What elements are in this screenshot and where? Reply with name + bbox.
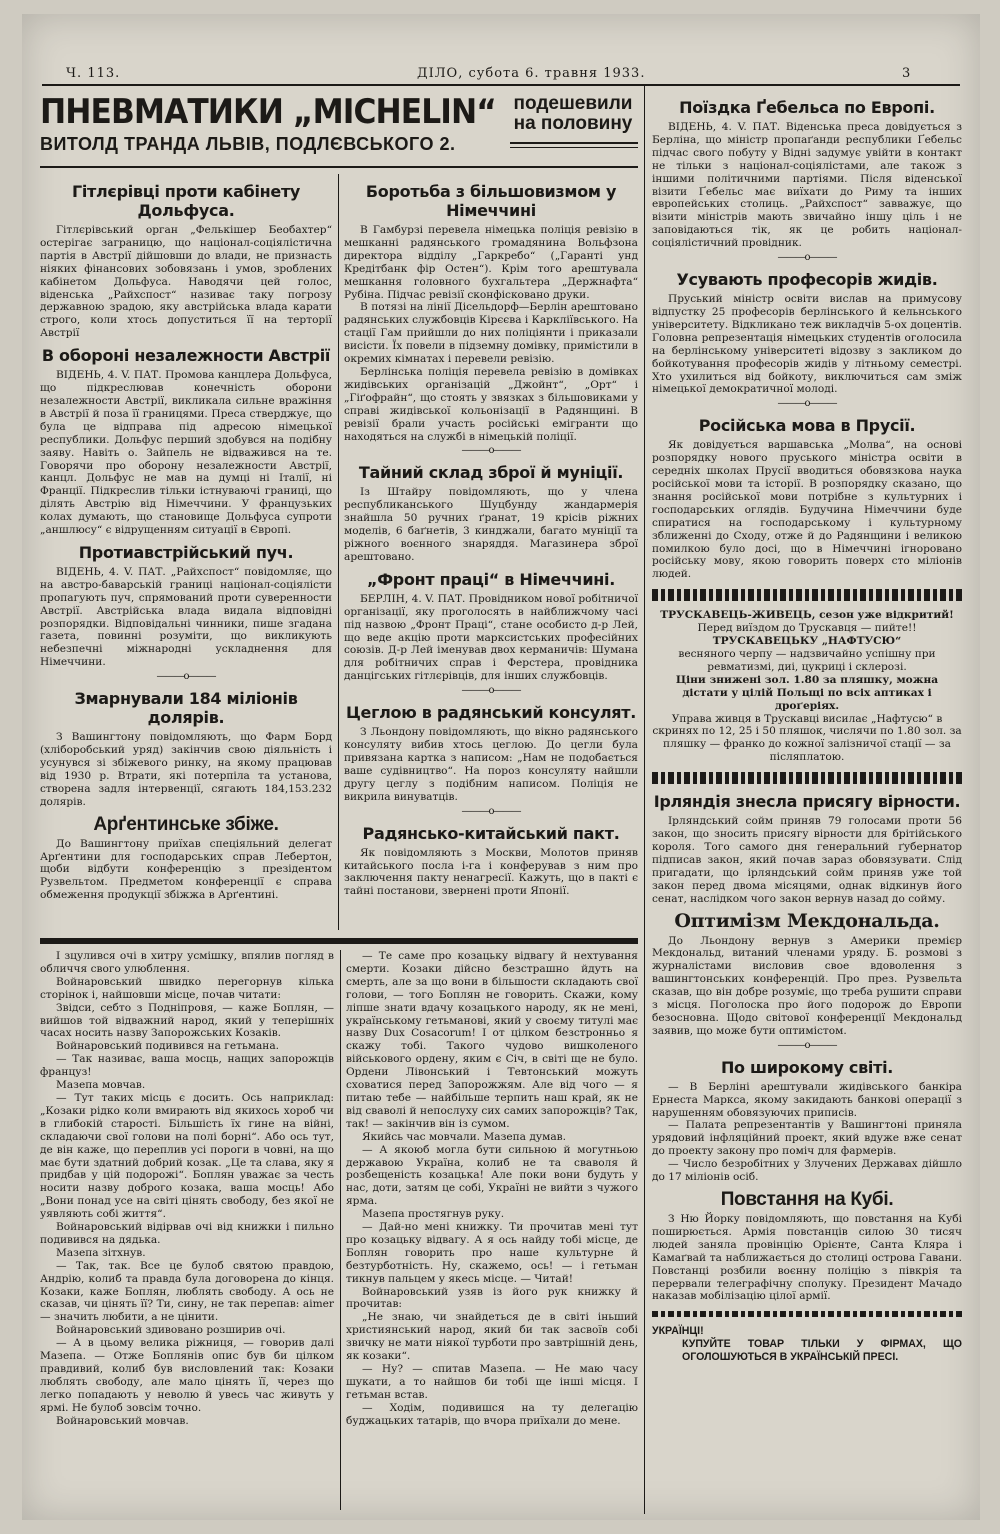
ukrainians-ad-text: КУПУЙТЕ ТОВАР ТІЛЬКИ У ФІРМАХ, ЩО ОГОЛОШУЮТЬСЯ В УКРАЇНСЬКІЙ ПРЕСІ.	[682, 1338, 962, 1364]
article-title: Протиавстрійський пуч.	[78, 542, 294, 562]
article-title: В обороні незалежности Австрії	[41, 346, 331, 366]
article-text: Із Штайру повідомляють, що у члена республиканського Шуцбунду жандармерія знайшла 50 ручних ґранат, 19 крісів ріжних моделів, 6 баґнетів, 3 кинджали, багато муніції та ріжного воєнного знаряддя. Магазинера зброї арештовано.	[344, 486, 638, 563]
michelin-ad	[40, 92, 640, 158]
ornament-border	[652, 1311, 962, 1317]
story-paragraph: І зцулився очі в хитру усмішку, впялив погляд в обличчя свого улюблення.	[40, 950, 334, 975]
article-title: Ірляндія знесла присягу вірности.	[653, 792, 961, 812]
newspaper-page	[22, 14, 980, 1520]
story-top-rule	[40, 938, 638, 944]
article-text: Як довідується варшавська „Молва“, на основі розпорядку нового пруського міністра освіти в середніх школах Прусії вводиться обовязкова наука російської мови та історії. В розпорядку сказано, що знання російської мови потрібне з культурних і господарських оглядів. Будучина Німеччини буде спиратися на господарському і культурному зближенні до Сходу, отже й до Радянщини і великою помилкою було досі, що в Німеччині ігноровано російську мову, якою говорить поверх сто міліонів людей.	[652, 439, 962, 581]
story-column-divider	[340, 950, 341, 1510]
article-text: В потязі на лінії Дісельдорф—Берлін арештовано радянських службовців Кірєєва і Каркліївського. На стації Гам прийшли до них поліціянти і приказали висісти. Їх повели в підземну домівку, примістили в окремих кімнатах і перевели ревізію.	[344, 301, 638, 366]
michelin-ad-headline: ПНЕВМАТИКИ „MICHELIN“	[40, 92, 496, 132]
article-text: ВІДЕНЬ, 4. V. ПАТ. „Райхспост“ повідомляє, що на австро-баварській границі націонал-соціялісти пропагують пуч, спрямований проти суверенности Австрії. Австрійська влада видала відповідні розпорядки. Відповідальні чинники, пише згадана газета, повинні розуміти, що викликують небезпечні міжнародні ускладнення для Німеччини.	[40, 565, 332, 669]
article-text: — Число безробітних у Злучених Державах дійшло до 17 міліонів осіб.	[652, 1158, 962, 1184]
michelin-ad-rule-2	[510, 147, 638, 148]
article-title: Усувають професорів жидів.	[676, 270, 938, 290]
michelin-ad-address: ВИТОЛД ТРАНДА ЛЬВІВ, ПОДЛЄВСЬКОГО 2.	[40, 134, 456, 154]
story-paragraph: Войнаровський узяв із його рук книжку й прочитав:	[346, 1285, 638, 1311]
article-separator: ———o———	[777, 1039, 837, 1051]
ad-line: Управа живця в Трускавці висилає „Нафтусю“ в скринях по 12, 25 і 50 пляшок, числячи по 1.80 зол. за пляшку — франко до кожної залізничої стації — за післяплатою.	[652, 712, 962, 764]
page-number: 3	[902, 66, 912, 81]
newspaper-title: ДІЛО, субота 6. травня 1933.	[417, 66, 646, 81]
article-text: Як повідомляють з Москви, Молотов приняв китайського посла і-га і конферував з ним про заключення пакту ненагресії. Кажуть, що в пакті є тайні постанови, звернені проти Японії.	[344, 846, 638, 898]
article-text: В Гамбурзі перевела німецька поліція ревізію в мешканні радянського громадянина Вольфзона директора відділу „Гаркребо“ („Гаранті унд Кредітбанк фір Остен“). Крім того арештувала мешкання головного бухгальтера „Держнафта“ Рубіна. Підчас ревізії сконфісковано друки.	[344, 224, 638, 301]
article-title: Радянсько-китайський пакт.	[362, 823, 620, 843]
story-paragraph: — А в цьому велика ріжниця, — говорив далі Мазепа. — Отже Боплянів опис був би цілком правдивий, колиб був висловлений так: Козаки люблять свободу, але мало цінять її, через що легко попадають у неволю й увесь час живуть у ярмі. Не булоб зовсім точно.	[40, 1337, 334, 1414]
story-column-left	[40, 950, 334, 1510]
article-title: По широкому світі.	[720, 1057, 894, 1077]
article-text: До Льондону вернув з Америки премієр Мекдональд, витаний членами уряду. Б. розмові з журналістами висловив свое вдоволення з вашингтонських конференцій. Про през. Рузвельта сказав, що він добре розуміє, що треба рушити справи з місця. Поголоска про його подорож до Европи безосновна. Щодо світової конференції Мекдональд заявив, що може бути оптимістом.	[652, 934, 962, 1037]
article-title: Цеглою в радянський консулят.	[345, 703, 636, 723]
article-title: Арґентинське збіже.	[93, 813, 279, 835]
column-3	[652, 92, 962, 1512]
story-paragraph: — Ходім, подивишся на ту делегацію буджацьких татарів, що вчора приїхали до мене.	[346, 1401, 638, 1427]
article-text: БЕРЛІН, 4. V. ПАТ. Провідником нової робітничої організації, яку проголосять в найближчому часі під назвою „Фронт Праці“, стане особисто д-р Лей, що веде акцію проти марксистських професійних союзів. Д-р Лей іменував двох керманичів: Шумана для робітничих справ і Ферстера, провідника данцігських гітлєрівців, для інших службовців.	[344, 592, 638, 683]
story-paragraph: Войнаровський мовчав.	[56, 1414, 189, 1427]
truskavets-ad	[652, 609, 962, 764]
story-paragraph: Войнаровський відірвав очі від книжки і пильно подивився на дядька.	[40, 1221, 334, 1246]
article-separator: ———o———	[461, 445, 521, 457]
story-paragraph: — Так називає, ваша мосць, нащих запорожців француз!	[40, 1053, 334, 1079]
ornament-border	[652, 772, 962, 784]
story-paragraph: Войнаровський подивився на гетьмана.	[56, 1040, 280, 1053]
issue-number: Ч. 113.	[66, 66, 121, 81]
story-paragraph: Мазепа простягнув руку.	[362, 1208, 505, 1221]
story-column-right	[346, 950, 638, 1510]
article-separator: ———o———	[777, 398, 837, 410]
story-paragraph: — Ну? — спитав Мазепа. — Не маю часу шукати, а то найшов би тобі ще інші місця. І гетьман встав.	[346, 1363, 638, 1401]
article-separator: ———o———	[461, 805, 521, 817]
story-paragraph: Звідси, себто з Подніпровя, — каже Боплян, — вийшов той відважний народ, який у теперішніх часах носить назву Запорожських Козаків.	[40, 1001, 334, 1040]
article-text: З Льондону повідомляють, що вікно радянського консуляту вибив хтось цеглою. До цегли була привязана картка з написом: „Нам не подобається ваше судівництво“. На пороз консуляту найшли другу цеглу з подібним написом. Поліція не викрила винуватців.	[344, 726, 638, 803]
article-text: З Ню Йорку повідомляють, що повстання на Кубі поширюється. Армія повстанців силою 30 тисяч людей заняла провінцію Орієнте, Санта Кляра і Камаґвай та наближається до столиці острова Гавани. Повстанці розбили воєнну поліцію з півкрія та перервали телеграфічну сполуку. Президент Мачадо наказав мобілізацію цілої армії.	[652, 1213, 962, 1303]
ad-line: ТРУСКАВЕЦЬКУ „НАФТУСЮ“	[712, 635, 902, 648]
article-text: — Палата репрезентантів у Вашингтоні приняла урядовий інфляційний проект, який вдуже вже сенат до проекту закону про поміч для фармерів.	[652, 1119, 962, 1158]
article-text: До Вашингтону приїхав спеціяльний делегат Арґентини для господарських справ Лебертон, щоби відбути конференцію з презідентом Рузвельтом. Предметом конференції є справа обмеження продукції збіжжа в Арґентині.	[40, 837, 332, 902]
michelin-ad-rule	[510, 142, 638, 144]
story-paragraph: — А якоюб могла бути сильною й могутньою державою Україна, колиб не та сваволя й розбещеність козацька! Але поки вони будуть у нас, доти, затям це собі, Україні не вийти з чужого ярма.	[346, 1143, 638, 1208]
article-title: Гітлєрівці проти кабінету Дольфуса.	[71, 182, 301, 220]
article-text: Берлінська поліція перевела ревізію в домівках жидівських організацій „Джойнт“, „Орт“ і „Гіґофрайн“, що стоять у звязках з більшовиками у справі жидівської кольонізації в Радянщині. В ревізії брали участь російські емігранти що находяться на службі в німецькій поліції.	[344, 365, 638, 443]
story-paragraph: Мазепа мовчав.	[56, 1079, 146, 1092]
ad-line: весняного черпу — надзвичайно успішну при ревматизмі, диі, цукриці і склерозі.	[678, 648, 936, 673]
header-rule	[42, 84, 960, 86]
article-title: Оптимізм Мекдональда.	[674, 909, 940, 932]
story-paragraph: Войнаровський швидко перегорнув кілька сторінок і, найшовши місце, почав читати:	[40, 975, 334, 1001]
article-title: Поїздка Ґебельса по Европі.	[679, 98, 935, 117]
article-title: Тайний склад зброї й муніції.	[358, 463, 624, 483]
ad-bottom-rule	[40, 166, 638, 168]
article-title: Російська мова в Прусії.	[698, 416, 916, 436]
column-1	[40, 176, 332, 928]
column-2	[344, 176, 638, 928]
article-text: — В Берліні арештували жидівського банкіра Ернеста Маркса, якому закидають банкові операції з нарушенням обовязуючих приписів.	[652, 1080, 962, 1119]
column-divider-1	[338, 174, 339, 930]
article-title: Змарнували 184 міліонів долярів.	[74, 689, 298, 728]
article-separator: ———o———	[156, 671, 216, 683]
article-text: Гітлєрівський орган „Фелькішер Беобахтер“ остерігає заграницю, що націонал-соціялістична партія в Австрії дійшовши до влади, не признасть ніяких фінансових зобовязань і умов, зроблених кабінетом Дольфуса. Наводячи цей голос, віденська „Райхспост“ називає таку погрозу державною зрадою, яку австрійська влада карати строго, коли хтось допуститься її на терторії Австрії	[40, 224, 332, 340]
ad-line: ТРУСКАВЕЦЬ-ЖИВЕЦЬ, сезон уже відкритий!	[660, 609, 954, 622]
story-paragraph: Войнаровський здивовано розширив очі.	[56, 1324, 286, 1337]
article-title: „Фронт праці“ в Німеччині.	[367, 569, 615, 589]
story-paragraph: — Дай-но мені книжку. Ти прочитав мені тут про козацьку відвагу. А я ось найду тобі місце, де Боплян говорить про наше культурне й безтурботність. Ну, скажемо, ось! — і гетьман тикнув пальцем у якесь місце. — Читай!	[346, 1221, 638, 1285]
ad-line: Ціни знижені зол. 1.80 за пляшку, можна дістати у цілій Польщі по всіх аптиках і дроґеріях.	[675, 673, 939, 712]
ukrainians-ad-title: УКРАЇНЦІ!	[652, 1325, 704, 1338]
story-paragraph: „Не знаю, чи знайдеться де в світі іньший християнський народ, який би так засвоїв собі звичку не мати ніякої турботи про завтрішній день, як козаки“.	[346, 1311, 638, 1363]
article-text: ВІДЕНЬ, 4. V. ПАТ. Промова канцлера Дольфуса, що підкреслював конечність оборони незалежности Австрії, викликала сильне вражіння в Австрії й поза її границями. Преса стверджує, що була це відправа під адресою німецької республики. Дольфус перший здобувся на подібну заяву. Навіть о. Зайпель не відважився на те. Говорячи про оборону незалежности Австрії, канцл. Дольфус не мав на думці ні Італії, ні Франції. Підкреслив тільки істнуваючі границі, що ділять Австрію від Німеччини. У французьких колах думають, що становище Дольфуса супроти „аншлюсу“ є відрущенням ситуації в Європі.	[40, 369, 332, 537]
article-text: З Вашингтону повідомляють, що Фарм Борд (хліборобський уряд) закінчив свою діяльність і усунувся зі збіжевого ринку, на якому працював від 1930 р. Втрати, які потерпіла та установа, створена задля інтервенції, сягають 184,153.232 долярів.	[40, 731, 332, 808]
article-text: Пруський міністр освіти вислав на примусову відпустку 25 професорів берлінського й кельнського університету. Відкликано теж викладчів 5-ох доцентів. Головна репрезентація німецьких студентів оголосила на берлінському університеті відозву з закликом до бойкотування професорів жидів у літньому семестрі. Хто ухилиться від бойкоту, виключиться сам зміж німецької демократичної молоді.	[652, 293, 962, 396]
story-paragraph: — Те саме про козацьку відвагу й нехтування смерти. Козаки дійсно безстрашно йдуть на смерть, але за що вони в більшости складають свої голови, — того Боплян не говорить. Скажи, кому ліпше знати вдачу козацького народу, як не мені, українському гетьманові, який у своєму титулі має назву Dux Cosacorum! І от цілком безстронньо я скажу тобі. Такого чудово вишколеного військового ордену, яким є Січ, в світі ще не було. Ордени Лівонський і Тевтонський можуть сховатися перед Запорожжям. Але від чого — я питаю тебе — найбільше терпить наш край, як не від сваволі й непослуху сих самих запорожців? Так, так! — закінчив він із сумом.	[346, 950, 638, 1130]
article-text: Ірляндський сойм приняв 79 голосами проти 56 закон, що зносить присягу вірности для брітійського короля. Того самого дня генеральний ґубернатор підписав закон, який почав зараз обовязувати. Слід пригадати, що ірляндський сойм приняв уже той закон перед двома місяцями, однак відкинув його сенат, наслідком чого закон вернув назад до сойму.	[652, 815, 962, 905]
ad-line: Перед виїздом до Трускавця — пийте!!	[697, 622, 917, 635]
article-separator: ———o———	[461, 685, 521, 697]
story-paragraph: Мазепа зітхнув.	[56, 1246, 146, 1259]
story-paragraph: — Так, так. Все це булоб святою правдою, Андрію, колиб та правда була договорена до кінця. Козаки, каже Боплян, люблять свободу. А ось не сказав, чи цінять її? Ти, сину, не так перепав: aimer — значить любити, а не цінити.	[40, 1259, 334, 1324]
article-text: ВІДЕНЬ, 4. V. ПАТ. Віденська преса довідується з Берліна, що міністр пропаґанди республики Ґебельс підчас свого побуту у Відні задумує увійти в контакт не тільки з націонал-соціялістами, але також з іншими політичними партіями. Після віденської візити Ґебельс має виїхати до Риму та інших европейських столиць. „Райхспост“ завважує, що візити міністрів мають звичайно іншу ціль і не заповідаються тік, як це робить націонал-соціялістичний провідник.	[652, 121, 962, 250]
article-title: Боротьба з більшовизмом у Німеччині	[365, 182, 617, 220]
story-paragraph: Якийсь час мовчали. Мазепа думав.	[362, 1130, 567, 1143]
michelin-ad-price-note: подешевили на половину	[513, 93, 633, 134]
story-paragraph: — Тут таких місць є досить. Ось наприклад: „Козаки рідко коли вмирають від якихось хороб чи в глибокій старості. Більшість їх гине на війні, складаючи свої голови на полі борні“. Або ось тут, де він каже, що переплив усі пороги в човні, на що має бути здатний добрий козак. „Це та слава, яку я придбав у цій подорожі“. Боплян уважає за честь носити назву доброго козака, ваша мосць! Або „Вони понад усе на світі цінять свободу, без якої не уявляють собі життя“.	[40, 1091, 334, 1221]
ornament-border	[652, 589, 962, 601]
column-divider-2	[644, 84, 645, 1514]
article-separator: ———o———	[777, 252, 837, 264]
article-title: Повстання на Кубі.	[720, 1189, 894, 1210]
